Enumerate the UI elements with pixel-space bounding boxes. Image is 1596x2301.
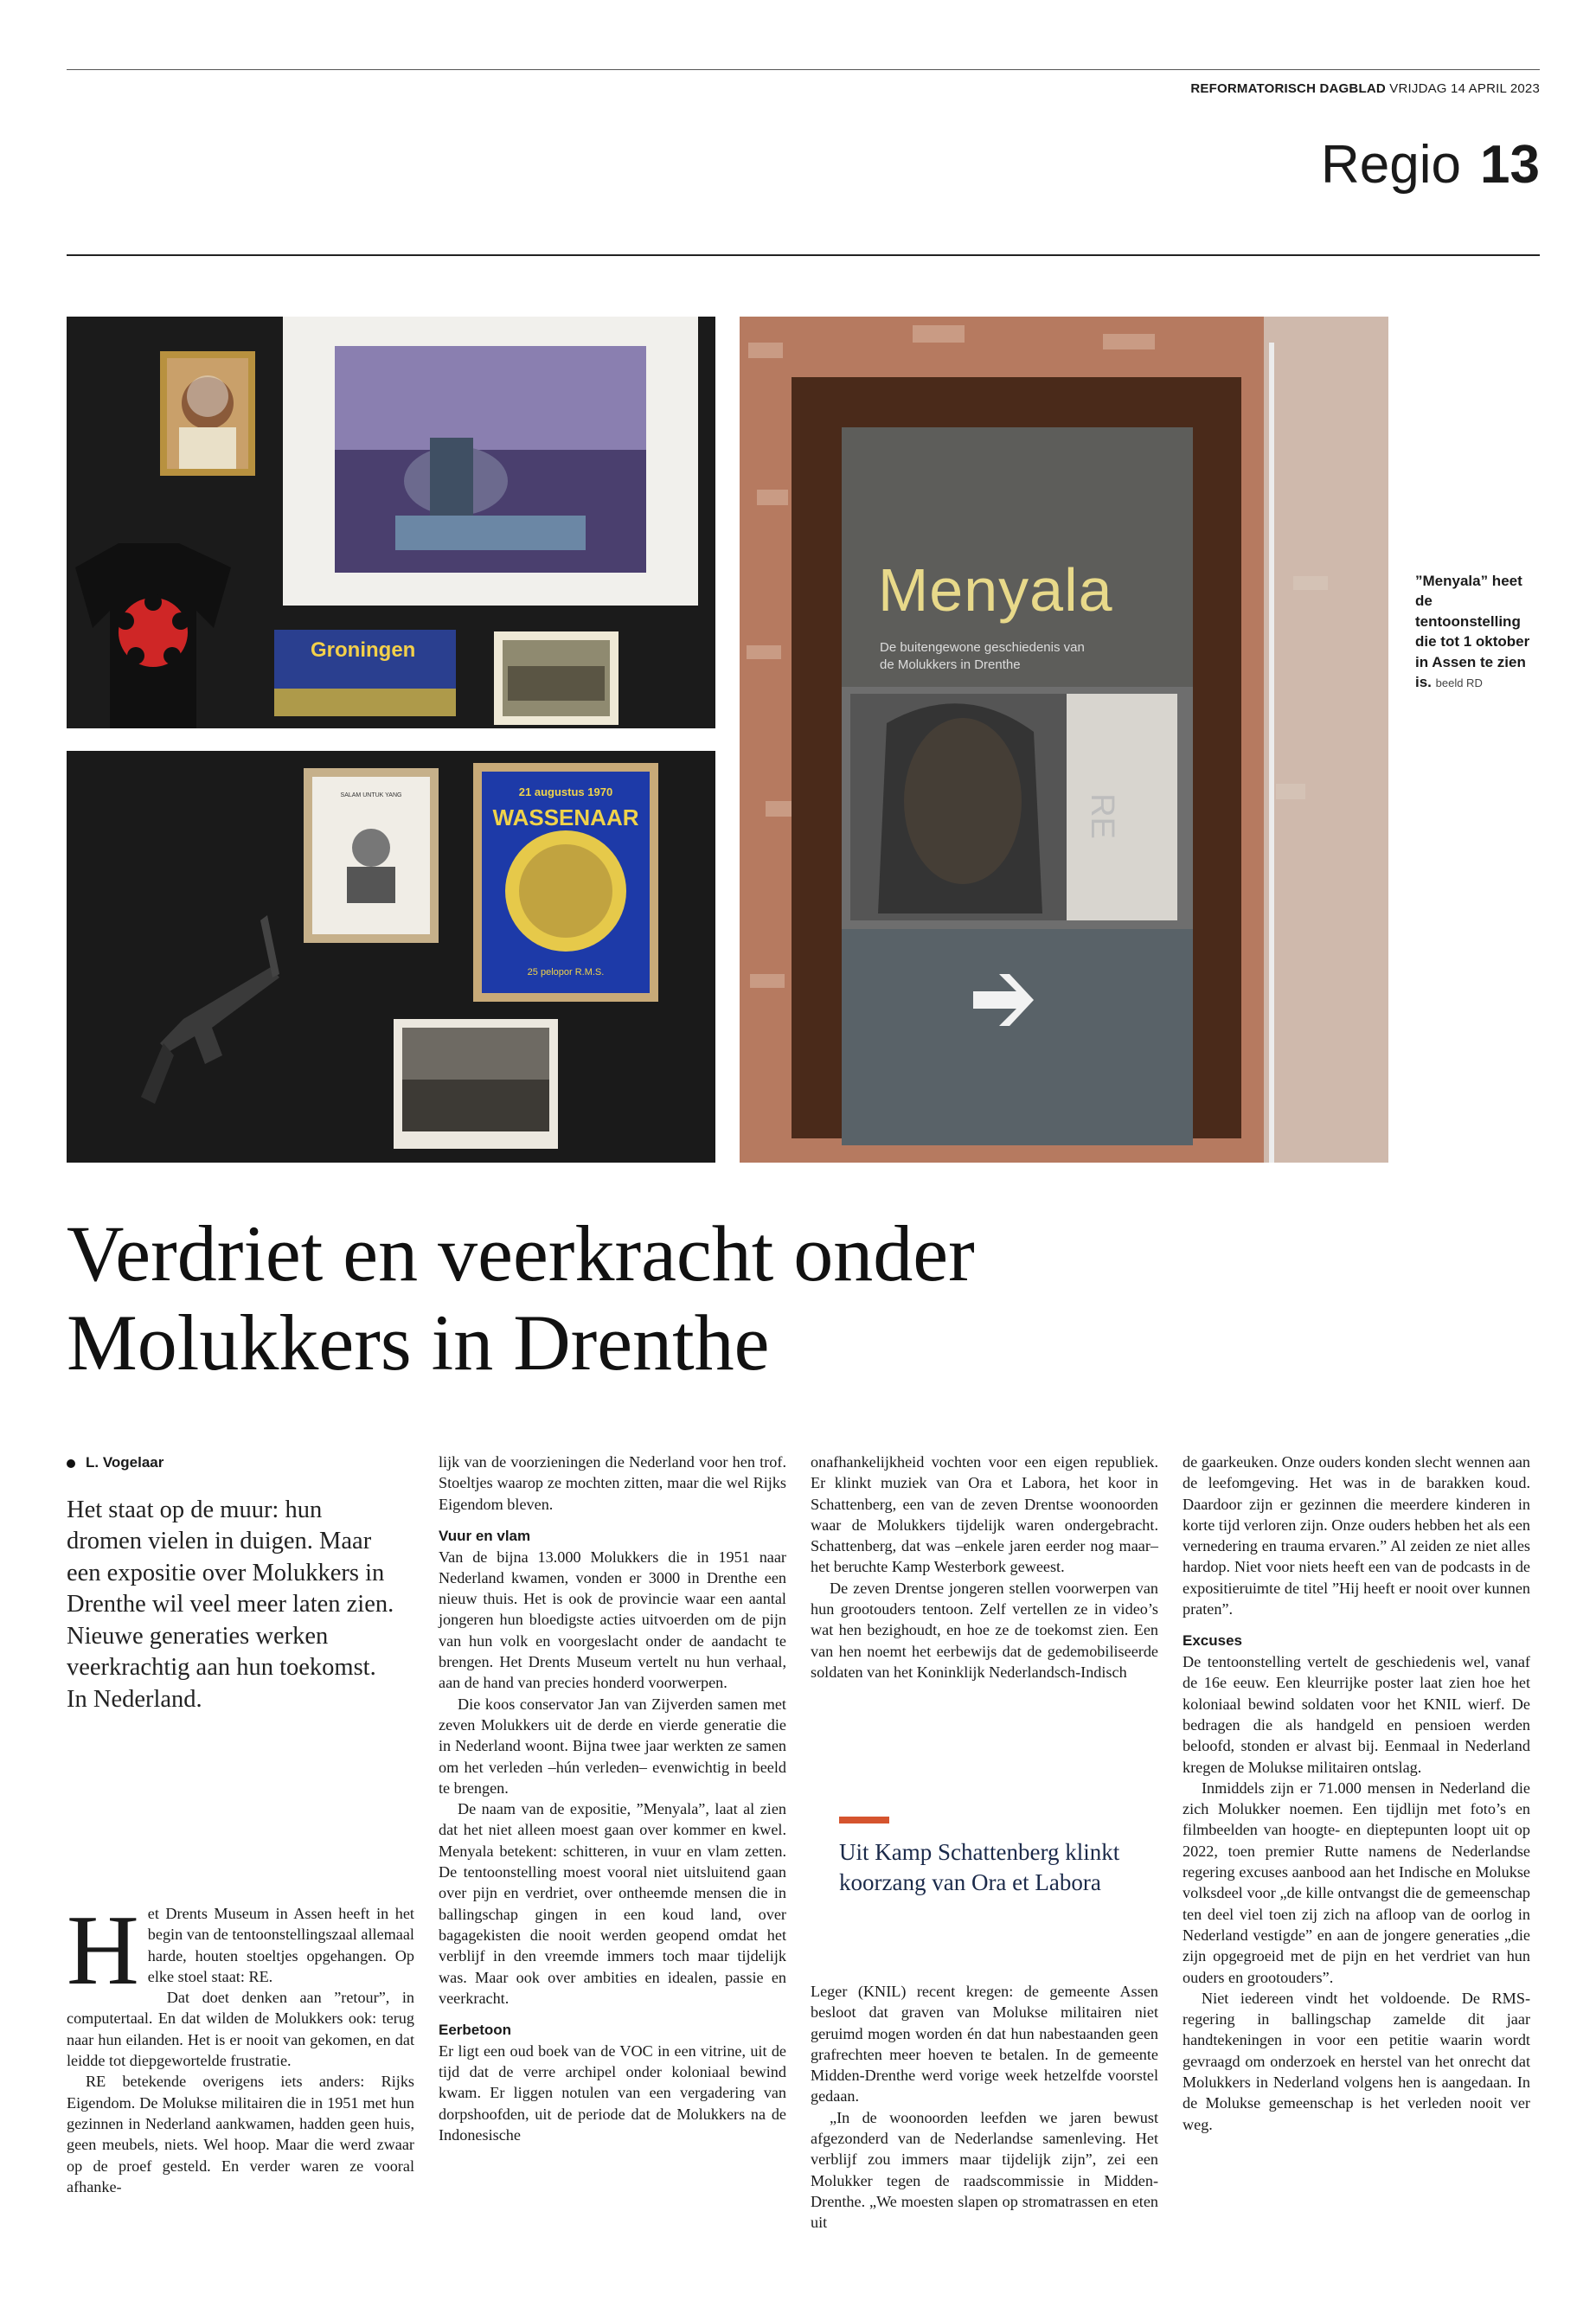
section-name: Regio [1321, 135, 1462, 195]
menyala-subtitle-2: de Molukkers in Drenthe [880, 657, 1021, 672]
menyala-title: Menyala [878, 556, 1113, 624]
article-column-2 [439, 1452, 786, 2145]
byline-author: L. Vogelaar [86, 1454, 164, 1471]
headline-line-1: Verdriet en veerkracht onder [67, 1209, 975, 1298]
body-paragraph: Het Drents Museum in Assen heeft in het begin van de tentoonstellingszaal allemaal harde, houten stoeltjes opgehangen. Op elke stoel staat: RE. [67, 1895, 414, 2006]
drop-cap: H [67, 1895, 139, 2006]
masthead-date: VRIJDAG 14 APRIL 2023 [1389, 81, 1540, 96]
body-paragraph: Die koos conservator Jan van Zijverden samen met zeven Molukkers uit de derde en vierde generatie die in Nederland woont. Bijna twee jaar werkten ze samen om het verleden –hún verleden– evenwichtig in beeld te brengen. [439, 1695, 786, 1797]
article-column-1 [67, 1895, 414, 2197]
poster-date: 21 augustus 1970 [518, 785, 613, 798]
body-paragraph: Inmiddels zijn er 71.000 mensen in Nederland die zich Molukker noemen. Een tijdlijn met foto’s en filmbeelden van hoogte- en dieptepunten loopt uit op 2022, toen premier Rutte namens de Nederlandse regering excuses aanbood aan het Indische en Molukse volksdeel voor „de kille ontvangst die de gemeenschap ten deel viel toen zij zich na afloop van de oorlog in Nederland vestigde” en aan de jongere generaties „die zijn opgegroeid met de pijn en het verdriet van hun ouders en grootouders”. [1183, 1779, 1530, 1986]
poster-title: WASSENAAR [492, 804, 639, 830]
page-number: 13 [1480, 135, 1540, 195]
body-paragraph: De naam van de expositie, ”Menyala”, laat al zien dat het niet alleen moest gaan over kommer en kwel. Menyala betekent: schitteren, in vuur en vlam zetten. De tentoonstelling moest vooral niet uitsluitend gaan over pijn en verdriet, over ontheemde mensen die in ballingschap gingen in een koud land, over bagagekisten die nooit werden geopend omdat het verblijf in den vreemde immers toch maar tijdelijk was. Maar ook over ambities en idealen, passie en veerkracht. [439, 1800, 786, 2007]
photo-menyala-door [740, 317, 1388, 1163]
top-rule [67, 69, 1540, 70]
masthead-paper: REFORMATORISCH DAGBLAD [1190, 81, 1386, 96]
headline-line-2: Molukkers in Drenthe [67, 1298, 770, 1388]
article-column-3 [811, 1452, 1158, 1682]
body-paragraph: Er ligt een oud boek van de VOC in een vitrine, uit de tijd dat de verre archipel onder koloniaal bewind kwam. Er liggen notulen van een vergadering van dorpshoofden, uit de periode dat de Molukkers na de Indonesische [439, 2041, 786, 2144]
caption-credit: beeld RD [1435, 676, 1483, 690]
body-paragraph: RE betekende overigens iets anders: Rijks Eigendom. De Molukse militairen die in 1951 met hun gezinnen in Nederland aankwamen, hadden geen huis, geen meubels, niets. Wel hoop. Maar die werd zwaar op de proef gesteld. En verder waren ze vooral afhanke- [67, 2073, 414, 2195]
wall-text: RE [1083, 793, 1120, 839]
poster-sub: 25 pelopor R.M.S. [527, 967, 605, 977]
photo-caption [1415, 571, 1536, 693]
byline-bullet-icon [67, 1459, 75, 1468]
body-paragraph: Van de bijna 13.000 Molukkers die in 1951 naar Nederland kwamen, vonden er 3000 in Drenthe een nieuw thuis. Het is ook de provincie waar een aantal jongeren hun bloedigste acties uitvoerden om de pijn van hun volk en voorgeslacht onder de aandacht te brengen. Het Drents Museum vertelt nu hun verhaal, aan de hand van precies honderd voorwerpen. [439, 1548, 786, 1692]
body-paragraph: lijk van de voorzieningen die Nederland voor hen trof. Stoeltjes waarop ze mochten zitten, maar die wel Rijks Eigendom bleven. [439, 1453, 786, 1513]
body-paragraph: De zeven Drentse jongeren stellen voorwerpen van hun grootouders tentoon. Zelf vertellen ze in video’s wat hen bezighoudt, en hoe ze de toekomst zien. Een van hen noemt het eerbewijs dat de gedemobiliseerde soldaten van het Koninklijk Nederlandsch-Indisch [811, 1579, 1158, 1681]
headline [67, 1209, 1295, 1388]
portrait-caption: SALAM UNTUK YANG [340, 792, 402, 798]
article-column-4 [1183, 1452, 1530, 2135]
photo-poster-wall [67, 751, 715, 1163]
article-intro: Het staat op de muur: hun dromen vielen in duigen. Maar een expositie over Molukkers in Drenthe wil veel meer laten zien. Nieuwe generaties werken veerkrachtig aan hun toekomst. In Nederland. [67, 1497, 394, 1713]
subheading: Vuur en vlam [439, 1527, 531, 1544]
body-paragraph: Dat doet denken aan ”retour”, in computertaal. En dat wilden de Molukkers ook: terug naar hun eilanden. Het is er nooit van gekomen, en dat leidde tot diepgewortelde frustratie. [67, 1989, 414, 2070]
pullquote-accent-bar [839, 1817, 889, 1823]
header-rule [67, 254, 1540, 256]
groningen-label: Groningen [311, 638, 416, 662]
subheading: Eerbetoon [439, 2022, 512, 2039]
photo-museum-wall [67, 317, 715, 728]
section-header [1321, 135, 1540, 195]
subheading: Excuses [1183, 1632, 1242, 1650]
caption-text: ”Menyala” heet de tentoonstelling die tot 1 oktober in Assen te zien is. [1415, 573, 1530, 691]
body-paragraph: De tentoonstelling vertelt de geschiedenis wel, vanaf de 16e eeuw. Een kleurrijke poster laat zien hoe het koloniaal bewind soldaten voor het KNIL wierf. De bedragen die als handgeld en pensioen werden beloofd, stonden er alvast bij. Eenmaal in Nederland kregen de Molukse militairen ontslag. [1183, 1653, 1530, 1776]
pullquote: Uit Kamp Schattenberg klinkt koorzang van Ora et Labora [839, 1839, 1120, 1895]
body-paragraph: Leger (KNIL) recent kregen: de gemeente Assen besloot dat graven van Molukse militairen niet geruimd mogen worden én dat hun nabestaanden geen grafrechten meer hoeven te betalen. In de gemeente Midden-Drenthe werd vorige week hetzelfde voorstel gedaan. [811, 1983, 1158, 2106]
masthead [1190, 81, 1540, 96]
byline [67, 1454, 163, 1471]
body-paragraph: onafhankelijkheid vochten voor een eigen republiek. Er klinkt muziek van Ora et Labora, het koor in Schattenberg, een van de zeven Drentse woonoorden waar de Molukkers tijdelijk waren ondergebracht. Schattenberg, dat was –enkele jaren eerder nog maar– het beruchte Kamp Westerbork geweest. [811, 1453, 1158, 1576]
menyala-subtitle-1: De buitengewone geschiedenis van [880, 640, 1085, 655]
body-paragraph: Niet iedereen vindt het voldoende. De RMS-regering in ballingschap zamelde dit jaar handtekeningen in voor een petitie waarin wordt gevraagd om onderzoek en herstel van het onrecht dat Molukkers in Nederland volgens hen is aangedaan. In de Molukse gemeenschap is het verleden nooit ver weg. [1183, 1989, 1530, 2133]
body-paragraph: de gaarkeuken. Onze ouders konden slecht wennen aan de leefomgeving. Het was in de barakken koud. Daardoor zijn er gezinnen die meerdere kinderen in korte tijd verloren zijn. Onze ouders hebben het als een vernedering en trauma ervaren.” Al zeiden ze niet alles hardop. Niet voor niets heeft een van de podcasts in de expositieruimte de titel ”Hij heeft er nooit over kunnen praten”. [1183, 1453, 1530, 1618]
article-column-3-continued [811, 1981, 1158, 2234]
body-paragraph: „In de woonoorden leefden we jaren bewust afgezonderd van de Nederlandse samenleving. Het verblijf zou immers maar tijdelijk zijn”, zei een Molukker tegen de raadscommissie in Midden-Drenthe. „We moesten slapen op stromatrassen en eten uit [811, 2108, 1158, 2232]
